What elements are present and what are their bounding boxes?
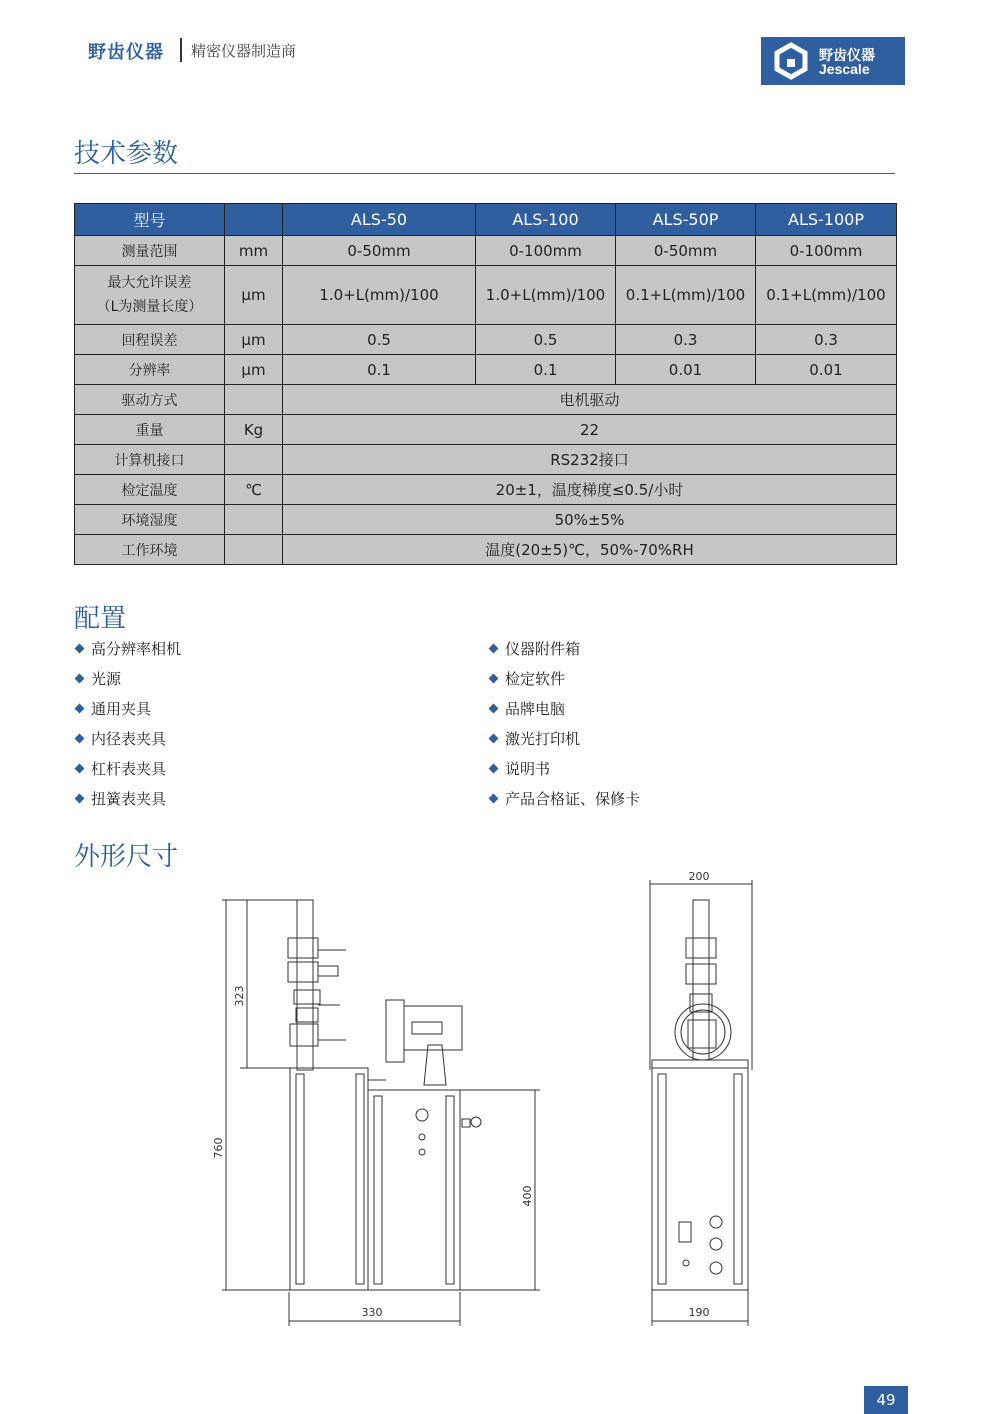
header-model: ALS-100 bbox=[476, 204, 616, 236]
dim-label-400: 400 bbox=[521, 1185, 534, 1207]
row-label: 分辨率 bbox=[75, 355, 225, 385]
cell: 0.3 bbox=[756, 325, 897, 355]
row-label: 计算机接口 bbox=[75, 445, 225, 475]
cell: 0-100mm bbox=[756, 236, 897, 266]
specs-title: 技术参数 bbox=[74, 139, 179, 169]
config-label: 产品合格证、保修卡 bbox=[505, 790, 641, 808]
row-unit: mm bbox=[225, 236, 283, 266]
header-model: ALS-50P bbox=[616, 204, 756, 236]
cell: 0.01 bbox=[616, 355, 756, 385]
page-number: 49 bbox=[864, 1386, 908, 1414]
row-label: 测量范围 bbox=[75, 236, 225, 266]
logo-cn: 野齿仪器 bbox=[819, 48, 875, 64]
config-label: 品牌电脑 bbox=[505, 700, 566, 718]
row-unit: Kg bbox=[225, 415, 283, 445]
config-label: 高分辨率相机 bbox=[91, 640, 182, 658]
row-label: 回程误差 bbox=[75, 325, 225, 355]
row-label: 驱动方式 bbox=[75, 385, 225, 415]
cell: 0-100mm bbox=[476, 236, 616, 266]
config-label: 通用夹具 bbox=[91, 700, 152, 718]
cell: 1.0+L(mm)/100 bbox=[283, 266, 476, 325]
row-label: 环境湿度 bbox=[75, 505, 225, 535]
brand-name: 野齿仪器 bbox=[88, 42, 164, 63]
header-model: ALS-50 bbox=[283, 204, 476, 236]
cell: 0.1+L(mm)/100 bbox=[616, 266, 756, 325]
cell: 0.1+L(mm)/100 bbox=[756, 266, 897, 325]
cell: 1.0+L(mm)/100 bbox=[476, 266, 616, 325]
header-model-label: 型号 bbox=[75, 204, 225, 236]
dim-label-330: 330 bbox=[361, 1306, 383, 1319]
cell: 0.5 bbox=[476, 325, 616, 355]
front-view-drawing bbox=[222, 900, 540, 1326]
dimensions-title: 外形尺寸 bbox=[74, 842, 179, 872]
merged-cell: 22 bbox=[283, 415, 897, 445]
config-label: 光源 bbox=[91, 670, 122, 688]
config-label: 扭簧表夹具 bbox=[91, 790, 167, 808]
config-label: 说明书 bbox=[505, 760, 551, 778]
row-label: 检定温度 bbox=[75, 475, 225, 505]
header-model: ALS-100P bbox=[756, 204, 897, 236]
cell: 0.01 bbox=[756, 355, 897, 385]
merged-cell: 50%±5% bbox=[283, 505, 897, 535]
logo-en: Jescale bbox=[819, 61, 870, 77]
merged-cell: 温度(20±5)℃，50%-70%RH bbox=[283, 535, 897, 565]
side-view-drawing bbox=[650, 880, 752, 1326]
merged-cell: RS232接口 bbox=[283, 445, 897, 475]
config-label: 检定软件 bbox=[505, 670, 566, 688]
row-unit: μm bbox=[225, 266, 283, 325]
tagline: 精密仪器制造商 bbox=[191, 42, 297, 60]
row-label-line1: 最大允许误差 bbox=[107, 275, 192, 291]
config-label: 杠杆表夹具 bbox=[91, 760, 167, 778]
config-title: 配置 bbox=[74, 604, 127, 634]
merged-cell: 电机驱动 bbox=[283, 385, 897, 415]
dim-label-323: 323 bbox=[233, 985, 246, 1007]
cell: 0-50mm bbox=[283, 236, 476, 266]
config-label: 激光打印机 bbox=[505, 730, 581, 748]
cell: 0.1 bbox=[476, 355, 616, 385]
row-label: 重量 bbox=[75, 415, 225, 445]
row-label: 工作环境 bbox=[75, 535, 225, 565]
row-unit: μm bbox=[225, 355, 283, 385]
row-label-line2: （L为测量长度） bbox=[96, 299, 203, 315]
row-unit: ℃ bbox=[225, 475, 283, 505]
cell: 0.3 bbox=[616, 325, 756, 355]
row-unit: μm bbox=[225, 325, 283, 355]
config-label: 内径表夹具 bbox=[91, 730, 167, 748]
dim-label-200: 200 bbox=[688, 870, 710, 883]
cell: 0-50mm bbox=[616, 236, 756, 266]
cell: 0.1 bbox=[283, 355, 476, 385]
dim-label-760: 760 bbox=[212, 1137, 225, 1159]
dim-label-190: 190 bbox=[688, 1306, 710, 1319]
config-label: 仪器附件箱 bbox=[505, 640, 581, 658]
merged-cell: 20±1，温度梯度≤0.5/小时 bbox=[283, 475, 897, 505]
cell: 0.5 bbox=[283, 325, 476, 355]
